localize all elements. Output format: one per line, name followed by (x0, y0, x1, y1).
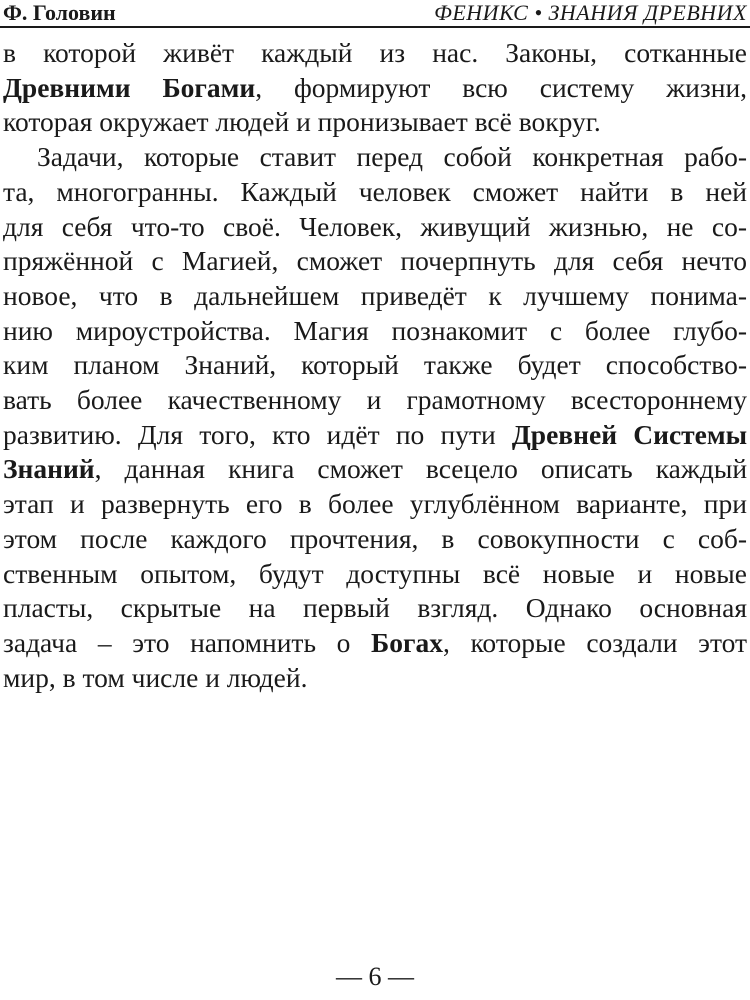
word: описать (540, 453, 633, 485)
text-line: мир, в том числе и людей. (3, 661, 308, 693)
word: данная (124, 453, 206, 485)
page-number: — 6 — (336, 962, 414, 991)
header-series-title: ФЕНИКС • ЗНАНИЯ ДРЕВНИХ (434, 0, 747, 25)
word: всецело (425, 453, 518, 485)
text-line: Задачи, которые ставит перед собой конкретная рабо- (37, 141, 747, 173)
paragraph-2 (3, 140, 747, 695)
bold-word: Богах (371, 626, 443, 658)
word: задача (3, 626, 78, 658)
word: создали (586, 626, 678, 658)
text-line: вать более качественному и грамотному всестороннему (3, 384, 747, 416)
word: идёт (326, 418, 380, 450)
word: того, (199, 418, 256, 450)
text-line: та, многогранны. Каждый человек сможет найти в ней (3, 175, 747, 207)
word: которые (470, 626, 566, 658)
word: всю (462, 71, 508, 103)
word: , (94, 453, 102, 485)
word: систему (539, 71, 635, 103)
word: , (255, 71, 263, 103)
word: сможет (317, 453, 403, 485)
paragraph-1 (3, 36, 747, 140)
bold-word: Знаний (3, 453, 95, 485)
text-line: новое, что в дальнейшем приведёт к лучшему понима- (3, 279, 747, 311)
word: каждый (655, 453, 747, 485)
word: формируют (293, 71, 431, 103)
running-header (0, 0, 750, 28)
text-line: ственным опытом, будут доступны всё новые и новые (3, 557, 747, 589)
text-line: в которой живёт каждый из нас. Законы, сотканные (3, 37, 747, 68)
body-text (3, 36, 747, 695)
bold-word: Древней (511, 418, 618, 450)
word: книга (228, 453, 295, 485)
bold-word: Богами (162, 71, 256, 103)
word: жизни, (666, 71, 747, 103)
bold-word: Системы (633, 418, 747, 450)
word: напомнить (190, 626, 316, 658)
word: о (336, 626, 351, 658)
word: этот (698, 626, 747, 658)
text-line: этап и развернуть его в более углублённом варианте, при (3, 488, 747, 520)
text-line (3, 71, 747, 106)
text-line (3, 626, 747, 661)
text-line: которая окружает людей и пронизывает всё вокруг. (3, 106, 601, 138)
header-author: Ф. Головин (3, 0, 116, 25)
word: – (97, 626, 112, 658)
text-line: пласты, скрытые на первый взгляд. Однако основная (3, 592, 747, 624)
text-line: пряжённой с Магией, сможет почерпнуть для себя нечто (3, 245, 747, 277)
word: кто (272, 418, 311, 450)
word: по (395, 418, 425, 450)
word: это (132, 626, 170, 658)
word: пути (440, 418, 496, 450)
text-line: для себя что-то своё. Человек, живущий жизнью, не со- (3, 210, 747, 242)
bold-word: Древними (3, 71, 131, 103)
text-line (3, 418, 747, 453)
text-line: ким планом Знаний, который также будет способство- (3, 349, 747, 381)
word: развитию. (3, 418, 122, 450)
text-line: нию мироустройства. Магия познакомит с более глубо- (3, 314, 747, 346)
text-line: этом после каждого прочтения, в совокупности с соб- (3, 522, 747, 554)
word: , (442, 626, 450, 658)
word: Для (137, 418, 184, 450)
text-line (3, 452, 747, 487)
